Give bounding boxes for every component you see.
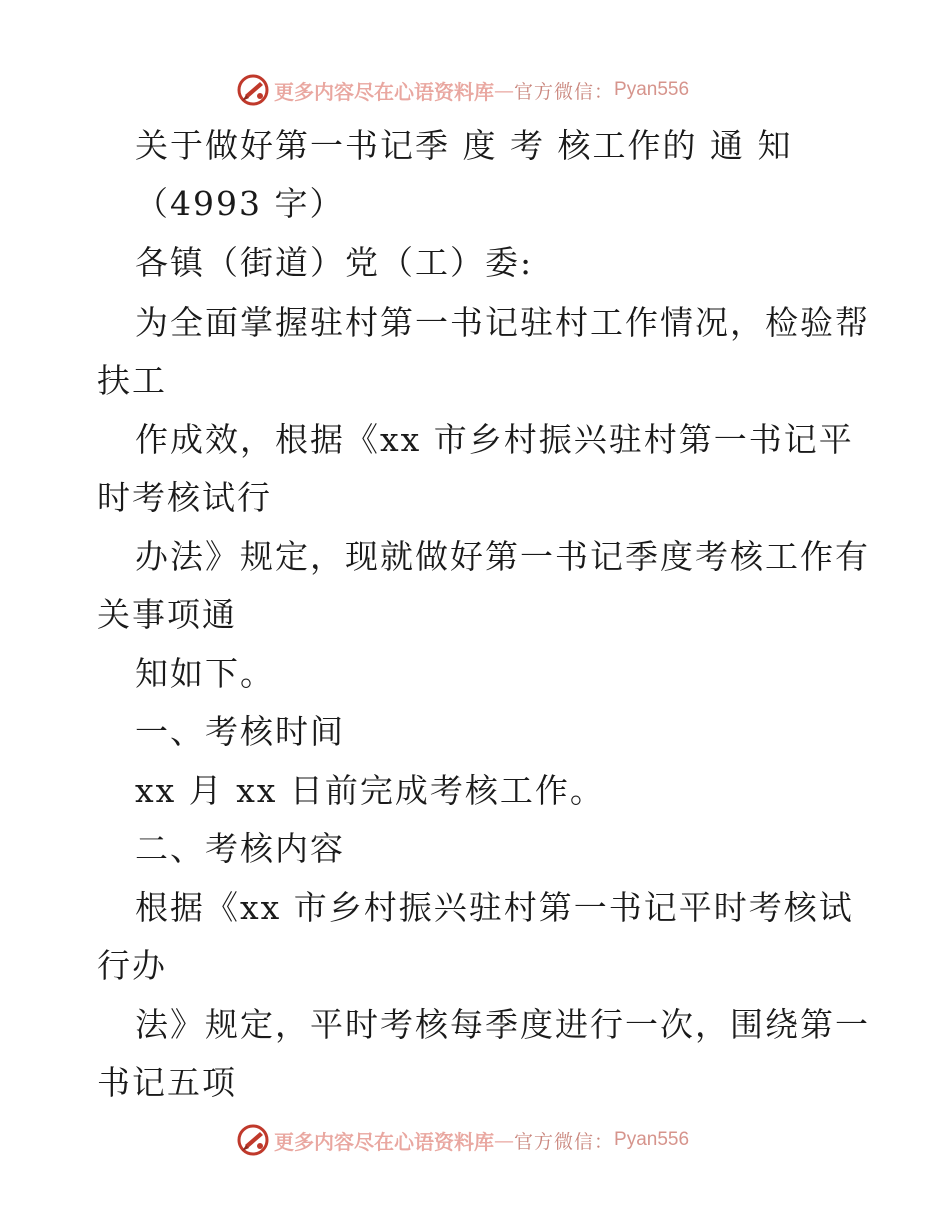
- word-count: （4993 字）: [135, 184, 345, 223]
- addressee: 各镇（街道）党（工）委:: [135, 243, 534, 282]
- watermark-banner-bottom: [236, 1122, 689, 1158]
- body-line: 法》规定，平时考核每季度进行一次，围绕第一: [135, 1005, 870, 1044]
- body-line: 扶工: [97, 361, 167, 400]
- watermark-id: Pyan556: [614, 79, 690, 100]
- section-heading: 二、考核内容: [135, 829, 345, 868]
- body-line: 办法》规定，现就做好第一书记季度考核工作有: [135, 537, 870, 576]
- body-line: 关事项通: [97, 595, 237, 634]
- body-line: 书记五项: [97, 1063, 237, 1102]
- body-line: 行办: [97, 946, 167, 985]
- watermark-text: 更多内容尽在心语资料库: [274, 1129, 494, 1154]
- watermark-label: 官方微信：: [514, 80, 615, 103]
- body-line: 根据《xx 市乡村振兴驻村第一书记平时考核试: [135, 888, 854, 927]
- watermark-dash: —: [494, 78, 514, 102]
- body-line: 知如下。: [135, 654, 275, 693]
- logo-icon: [236, 73, 270, 107]
- body-line: 为全面掌握驻村第一书记驻村工作情况，检验帮: [135, 303, 870, 342]
- watermark-dash: —: [494, 1128, 514, 1152]
- document-title: 关于做好第一书记季 度 考 核工作的 通 知: [135, 126, 793, 165]
- body-line: 时考核试行: [97, 478, 272, 517]
- watermark-banner-top: [236, 72, 689, 108]
- watermark-id: Pyan556: [614, 1129, 690, 1150]
- body-line: xx 月 xx 日前完成考核工作。: [135, 771, 605, 810]
- body-line: 作成效，根据《xx 市乡村振兴驻村第一书记平: [135, 420, 854, 459]
- logo-icon: [236, 1123, 270, 1157]
- section-heading: 一、考核时间: [135, 712, 345, 751]
- watermark-label: 官方微信：: [514, 1130, 615, 1153]
- watermark-text: 更多内容尽在心语资料库: [274, 79, 494, 104]
